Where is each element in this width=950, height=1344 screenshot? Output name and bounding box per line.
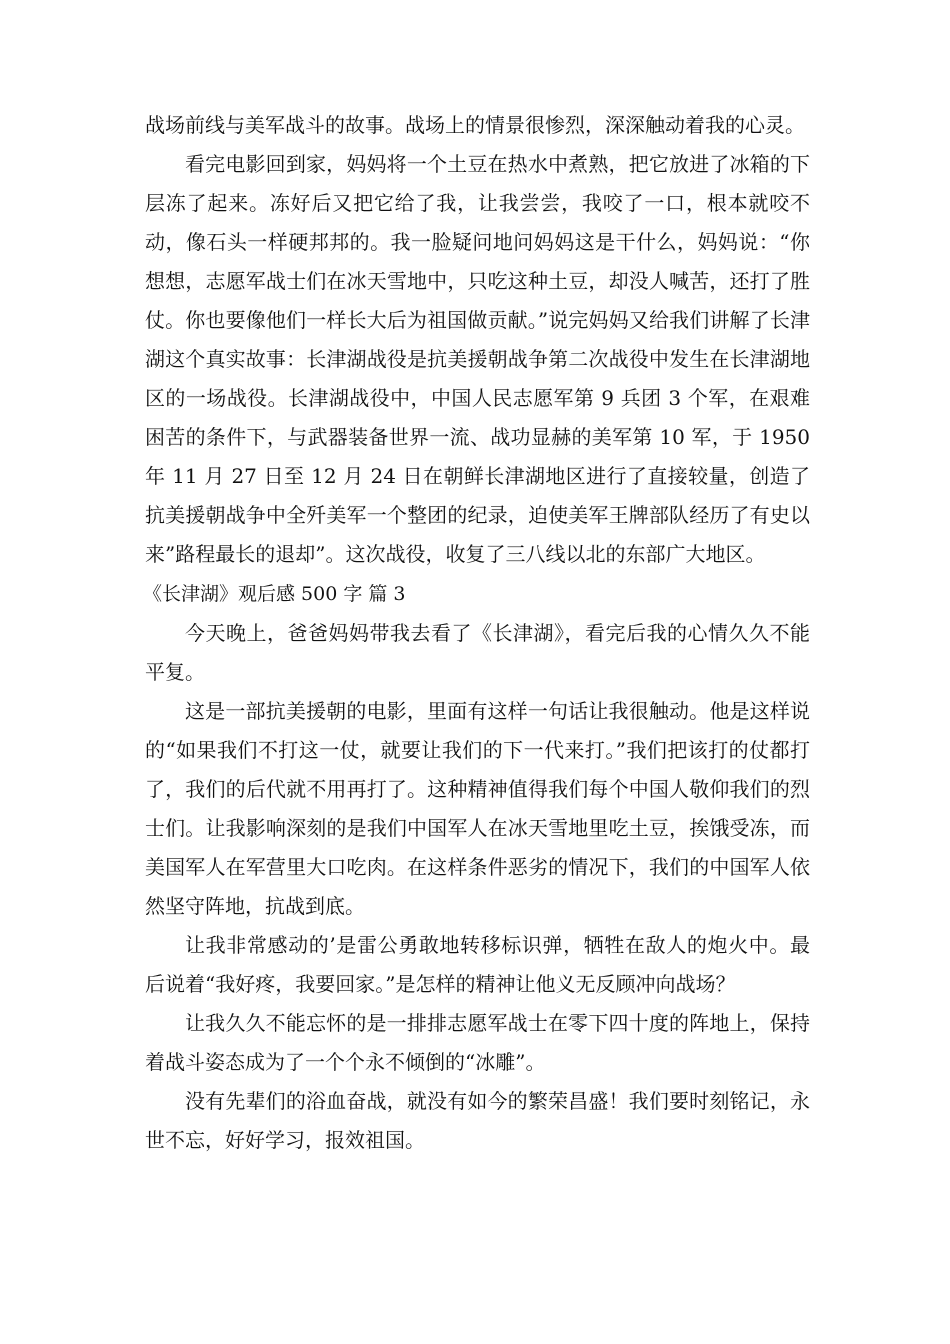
paragraph: 没有先辈们的浴血奋战，就没有如今的繁荣昌盛！我们要时刻铭记，永世不忘，好好学习，报效祖国。 xyxy=(145,1089,810,1152)
section-heading: 《长津湖》观后感 500 字 篇 3 xyxy=(143,583,406,605)
paragraph: 让我久久不能忘怀的是一排排志愿军战士在零下四十度的阵地上，保持着战斗姿态成为了一个个永不倾倒的“冰雕”。 xyxy=(145,1011,810,1074)
paragraph: 让我非常感动的’是雷公勇敢地转移标识弹，牺牲在敌人的炮火中。最后说着“我好疼，我要回家。”是怎样的精神让他义无反顾冲向战场？ xyxy=(145,933,810,996)
paragraph-continued: 战场前线与美军战斗的故事。战场上的情景很惨烈，深深触动着我的心灵。 xyxy=(145,113,805,137)
paragraph: 今天晚上，爸爸妈妈带我去看了《长津湖》，看完后我的心情久久不能平复。 xyxy=(145,621,810,684)
paragraph-potato-story: 看完电影回到家，妈妈将一个土豆在热水中煮熟，把它放进了冰箱的下层冻了起来。冻好后又把它给了我，让我尝尝，我咬了一口，根本就咬不动，像石头一样硬邦邦的。我一脸疑问地问妈妈这是干什么，妈妈说：“你想想，志愿军战士们在冰天雪地中，只吃这种土豆，却没人喊苦，还打了胜仗。你也要像他们一样长大后为祖国做贡献。”说完妈妈又给我们讲解了长津湖这个真实故事：长津湖战役是抗美援朝战争第二次战役中发生在长津湖地区的一场战役。长津湖战役中，中国人民志愿军第 9 兵团 3 个军，在艰难困苦的条件下，与武器装备世界一流、战功显赫的美军第 10 军，于 1950 年 11 月 27 日至 12 月 24 日在朝鲜长津湖地区进行了直接较量，创造了抗美援朝战争中全歼美军一个整团的纪录，迫使美军王牌部队经历了有史以来”路程最长的退却”。这次战役，收复了三八线以北的东部广大地区。 xyxy=(145,152,810,566)
document-page xyxy=(145,106,810,1160)
paragraph: 这是一部抗美援朝的电影，里面有这样一句话让我很触动。他是这样说的“如果我们不打这一仗，就要让我们的下一代来打。”我们把该打的仗都打了，我们的后代就不用再打了。这种精神值得我们每个中国人敬仰我们的烈士们。让我影响深刻的是我们中国军人在冰天雪地里吃土豆，挨饿受冻，而美国军人在军营里大口吃肉。在这样条件恶劣的情况下，我们的中国军人依然坚守阵地，抗战到底。 xyxy=(145,699,810,918)
